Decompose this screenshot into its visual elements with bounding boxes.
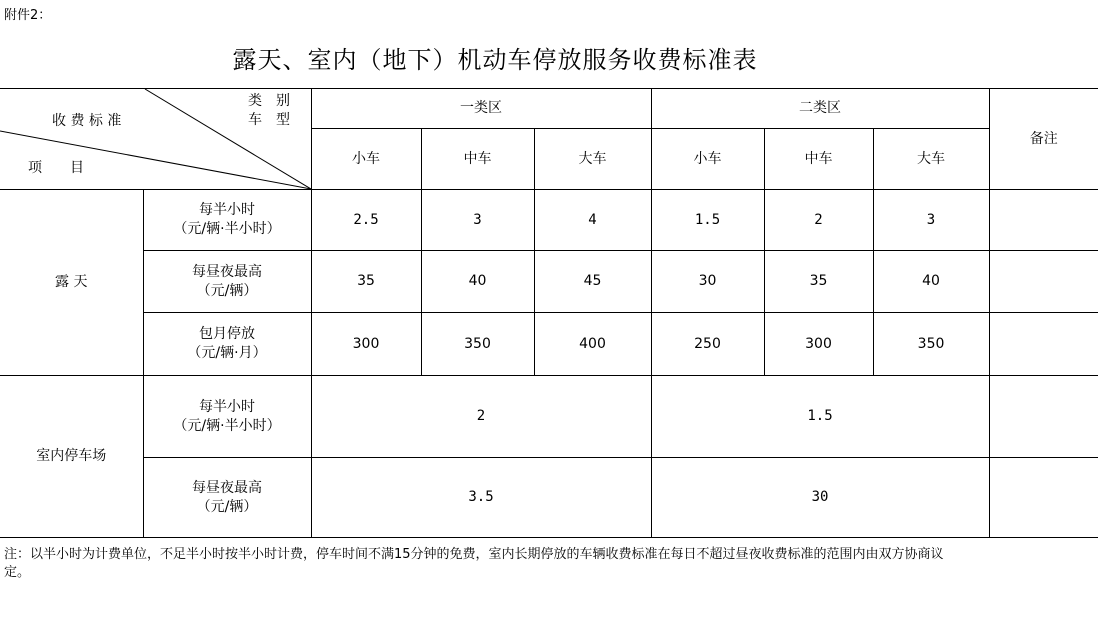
category-label: 类 别 xyxy=(248,93,290,109)
item-unit: （元/辆） xyxy=(196,282,258,299)
item-unit: （元/辆·半小时） xyxy=(173,221,281,237)
indoor-label: 室内停车场 xyxy=(0,376,143,538)
item-name: 每半小时 xyxy=(199,202,255,218)
price-cell: 2.5 xyxy=(311,190,421,251)
item-name: 每半小时 xyxy=(199,398,255,415)
item-cell xyxy=(143,376,311,458)
remark-cell xyxy=(989,190,1098,251)
item-unit: （元/辆·月） xyxy=(187,345,267,361)
price-cell: 30 xyxy=(651,251,764,313)
footnote xyxy=(4,546,1094,582)
item-label: 项 目 xyxy=(28,160,84,176)
footnote-line: 注：以半小时为计费单位，不足半小时按半小时计费，停车时间不满15分钟的免费，室内长期停放的车辆收费标准在每日不超过昼夜收费标准的范围内由双方协商议 xyxy=(4,547,944,562)
fee-standard-label: 收 费 标 准 xyxy=(52,113,122,129)
zone2-medium-car: 中车 xyxy=(764,129,873,190)
price-cell: 2 xyxy=(764,190,873,251)
table-row xyxy=(0,458,1098,538)
price-cell: 250 xyxy=(651,313,764,376)
price-cell: 1.5 xyxy=(651,190,764,251)
remark-cell xyxy=(989,458,1098,538)
zone1-price-cell: 3.5 xyxy=(311,458,651,538)
zone1-header: 一类区 xyxy=(311,89,651,129)
price-cell: 350 xyxy=(873,313,989,376)
zone2-small-car: 小车 xyxy=(651,129,764,190)
remark-cell xyxy=(989,376,1098,458)
price-cell: 4 xyxy=(534,190,651,251)
zone2-price-cell: 1.5 xyxy=(651,376,989,458)
remark-cell xyxy=(989,251,1098,313)
footnote-line: 定。 xyxy=(4,565,31,580)
item-name: 每昼夜最高 xyxy=(192,263,262,280)
attachment-label: 附件2： xyxy=(4,8,52,23)
item-name: 每昼夜最高 xyxy=(192,479,262,496)
remark-cell xyxy=(989,313,1098,376)
fee-standard-table xyxy=(0,88,1098,538)
table-row xyxy=(0,190,1098,251)
price-cell: 45 xyxy=(534,251,651,313)
price-cell: 300 xyxy=(764,313,873,376)
zone1-small-car: 小车 xyxy=(311,129,421,190)
item-name: 包月停放 xyxy=(199,326,255,342)
price-cell: 40 xyxy=(421,251,534,313)
price-cell: 300 xyxy=(311,313,421,376)
item-unit: （元/辆） xyxy=(196,498,258,515)
zone2-header: 二类区 xyxy=(651,89,989,129)
diagonal-header-cell xyxy=(0,89,311,190)
zone1-large-car: 大车 xyxy=(534,129,651,190)
price-cell: 40 xyxy=(873,251,989,313)
item-cell xyxy=(143,313,311,376)
remark-header: 备注 xyxy=(989,89,1098,190)
page-title: 露天、室内（地下）机动车停放服务收费标准表 xyxy=(232,46,758,74)
zone2-price-cell: 30 xyxy=(651,458,989,538)
table-row xyxy=(0,376,1098,458)
item-cell xyxy=(143,458,311,538)
item-unit: （元/辆·半小时） xyxy=(173,417,281,434)
price-cell: 35 xyxy=(764,251,873,313)
item-cell xyxy=(143,251,311,313)
price-cell: 400 xyxy=(534,313,651,376)
price-cell: 3 xyxy=(421,190,534,251)
price-cell: 35 xyxy=(311,251,421,313)
zone1-price-cell: 2 xyxy=(311,376,651,458)
item-cell xyxy=(143,190,311,251)
zone2-large-car: 大车 xyxy=(873,129,989,190)
price-cell: 350 xyxy=(421,313,534,376)
table-row xyxy=(0,313,1098,376)
price-cell: 3 xyxy=(873,190,989,251)
open-air-label: 露 天 xyxy=(0,190,143,376)
zone1-medium-car: 中车 xyxy=(421,129,534,190)
table-row xyxy=(0,251,1098,313)
vehicle-type-label: 车 型 xyxy=(248,112,290,128)
